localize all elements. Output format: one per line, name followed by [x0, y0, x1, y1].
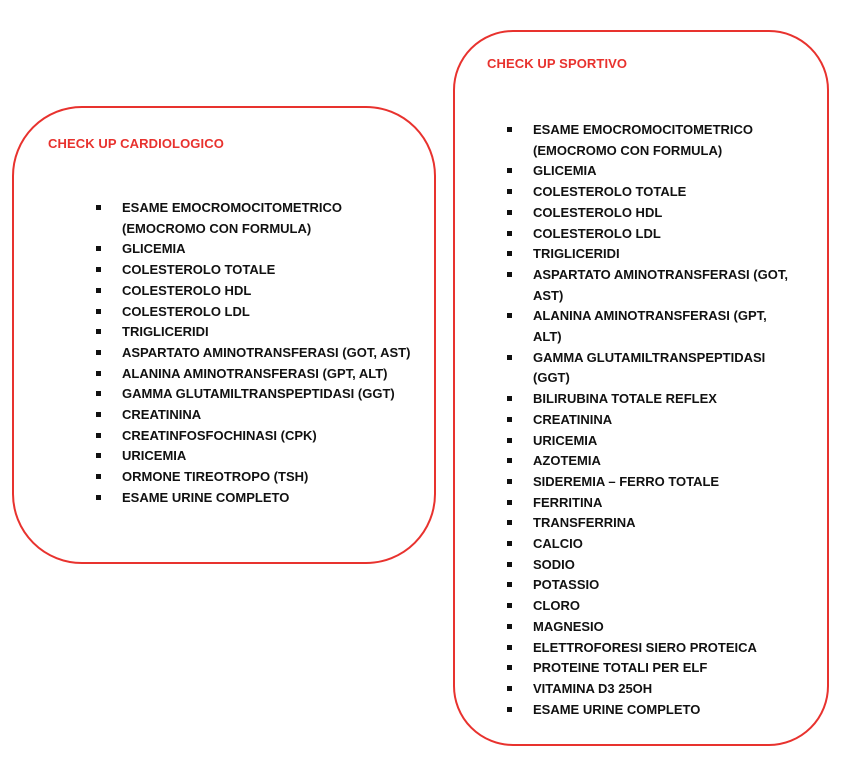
exam-list	[507, 120, 797, 720]
panel-title: CHECK UP SPORTIVO	[487, 56, 628, 71]
exam-name: MAGNESIO	[533, 618, 604, 634]
exam-name: AZOTEMIA	[533, 453, 601, 469]
square-bullet-icon	[507, 189, 512, 194]
square-bullet-icon	[507, 645, 512, 650]
square-bullet-icon	[96, 205, 101, 210]
exam-list	[96, 198, 414, 509]
list-item	[96, 322, 414, 343]
square-bullet-icon	[96, 267, 101, 272]
square-bullet-icon	[507, 438, 512, 443]
list-item	[507, 493, 797, 514]
list-item	[507, 306, 797, 347]
exam-name: TRANSFERRINA	[533, 515, 636, 531]
square-bullet-icon	[507, 520, 512, 525]
list-item	[507, 638, 797, 659]
square-bullet-icon	[507, 127, 512, 132]
list-item	[96, 343, 414, 364]
list-item	[96, 426, 414, 447]
exam-name: ESAME URINE COMPLETO	[533, 701, 701, 717]
list-item	[507, 389, 797, 410]
exam-name: GLICEMIA	[122, 241, 186, 257]
square-bullet-icon	[507, 251, 512, 256]
exam-name: ALANINA AMINOTRANSFERASI (GPT, ALT)	[533, 308, 767, 345]
list-item	[507, 700, 797, 721]
list-item	[507, 161, 797, 182]
list-item	[96, 239, 414, 260]
exam-name: POTASSIO	[533, 577, 600, 593]
exam-name: ASPARTATO AMINOTRANSFERASI (GOT, AST)	[533, 266, 788, 303]
list-item	[96, 405, 414, 426]
exam-name: ALANINA AMINOTRANSFERASI (GPT, ALT)	[122, 365, 388, 381]
list-item	[507, 451, 797, 472]
exam-name: TRIGLICERIDI	[122, 324, 209, 340]
square-bullet-icon	[507, 396, 512, 401]
check-up-cardiologico-panel	[12, 106, 436, 564]
square-bullet-icon	[507, 355, 512, 360]
square-bullet-icon	[507, 313, 512, 318]
list-item	[96, 384, 414, 405]
exam-name: PROTEINE TOTALI PER ELF	[533, 660, 708, 676]
exam-name: CALCIO	[533, 536, 583, 552]
check-up-sportivo-panel	[453, 30, 829, 746]
square-bullet-icon	[96, 391, 101, 396]
exam-name: ELETTROFORESI SIERO PROTEICA	[533, 639, 757, 655]
exam-name: ESAME URINE COMPLETO	[122, 489, 290, 505]
exam-name: GLICEMIA	[533, 163, 597, 179]
square-bullet-icon	[96, 350, 101, 355]
square-bullet-icon	[507, 541, 512, 546]
list-item	[96, 302, 414, 323]
exam-name: URICEMIA	[533, 432, 598, 448]
square-bullet-icon	[507, 707, 512, 712]
list-item	[507, 244, 797, 265]
exam-name: ESAME EMOCROMOCITOMETRICO (EMOCROMO CON FORMULA)	[533, 122, 754, 158]
list-item	[507, 534, 797, 555]
square-bullet-icon	[96, 329, 101, 334]
exam-name: CLORO	[533, 598, 580, 614]
list-item	[507, 182, 797, 203]
square-bullet-icon	[507, 500, 512, 505]
square-bullet-icon	[507, 417, 512, 422]
exam-name: COLESTEROLO TOTALE	[122, 262, 276, 278]
list-item	[507, 203, 797, 224]
square-bullet-icon	[507, 624, 512, 629]
square-bullet-icon	[507, 272, 512, 277]
exam-name: TRIGLICERIDI	[533, 246, 620, 262]
square-bullet-icon	[96, 474, 101, 479]
exam-name: BILIRUBINA TOTALE REFLEX	[533, 391, 717, 407]
list-item	[96, 364, 414, 385]
exam-name: ASPARTATO AMINOTRANSFERASI (GOT, AST)	[122, 344, 411, 360]
list-item	[507, 472, 797, 493]
square-bullet-icon	[507, 665, 512, 670]
list-item	[507, 617, 797, 638]
exam-name: COLESTEROLO HDL	[122, 282, 252, 298]
exam-name: URICEMIA	[122, 448, 187, 464]
square-bullet-icon	[507, 210, 512, 215]
list-item	[507, 555, 797, 576]
list-item	[96, 446, 414, 467]
list-item	[507, 575, 797, 596]
exam-name: COLESTEROLO LDL	[533, 225, 661, 241]
exam-name: SIDEREMIA – FERRO TOTALE	[533, 473, 720, 489]
square-bullet-icon	[96, 412, 101, 417]
exam-name: CREATININA	[122, 407, 202, 423]
exam-name: GAMMA GLUTAMILTRANSPEPTIDASI (GGT)	[122, 386, 395, 402]
exam-name: COLESTEROLO HDL	[533, 204, 663, 220]
list-item	[507, 513, 797, 534]
square-bullet-icon	[507, 582, 512, 587]
list-item	[507, 658, 797, 679]
exam-name: FERRITINA	[533, 494, 603, 510]
square-bullet-icon	[96, 495, 101, 500]
square-bullet-icon	[96, 309, 101, 314]
list-item	[96, 467, 414, 488]
list-item	[507, 348, 797, 389]
list-item	[96, 281, 414, 302]
exam-name: CREATININA	[533, 411, 613, 427]
list-item	[507, 679, 797, 700]
exam-name: GAMMA GLUTAMILTRANSPEPTIDASI (GGT)	[533, 349, 766, 386]
list-item	[507, 120, 797, 161]
square-bullet-icon	[96, 433, 101, 438]
list-item	[507, 431, 797, 452]
square-bullet-icon	[507, 603, 512, 608]
exam-name: ORMONE TIREOTROPO (TSH)	[122, 469, 309, 485]
exam-name: ESAME EMOCROMOCITOMETRICO (EMOCROMO CON FORMULA)	[122, 200, 343, 236]
square-bullet-icon	[96, 246, 101, 251]
list-item	[507, 224, 797, 245]
list-item	[507, 265, 797, 306]
square-bullet-icon	[507, 458, 512, 463]
square-bullet-icon	[96, 371, 101, 376]
exam-name: SODIO	[533, 556, 575, 572]
square-bullet-icon	[507, 479, 512, 484]
exam-name: COLESTEROLO LDL	[122, 303, 250, 319]
square-bullet-icon	[507, 562, 512, 567]
square-bullet-icon	[96, 453, 101, 458]
list-item	[507, 410, 797, 431]
square-bullet-icon	[507, 231, 512, 236]
panel-title: CHECK UP CARDIOLOGICO	[48, 136, 224, 151]
square-bullet-icon	[507, 168, 512, 173]
exam-name: VITAMINA D3 25OH	[533, 680, 653, 696]
square-bullet-icon	[96, 288, 101, 293]
list-item	[507, 596, 797, 617]
list-item	[96, 488, 414, 509]
list-item	[96, 260, 414, 281]
list-item	[96, 198, 414, 239]
exam-name: COLESTEROLO TOTALE	[533, 184, 687, 200]
square-bullet-icon	[507, 686, 512, 691]
exam-name: CREATINFOSFOCHINASI (CPK)	[122, 427, 317, 443]
